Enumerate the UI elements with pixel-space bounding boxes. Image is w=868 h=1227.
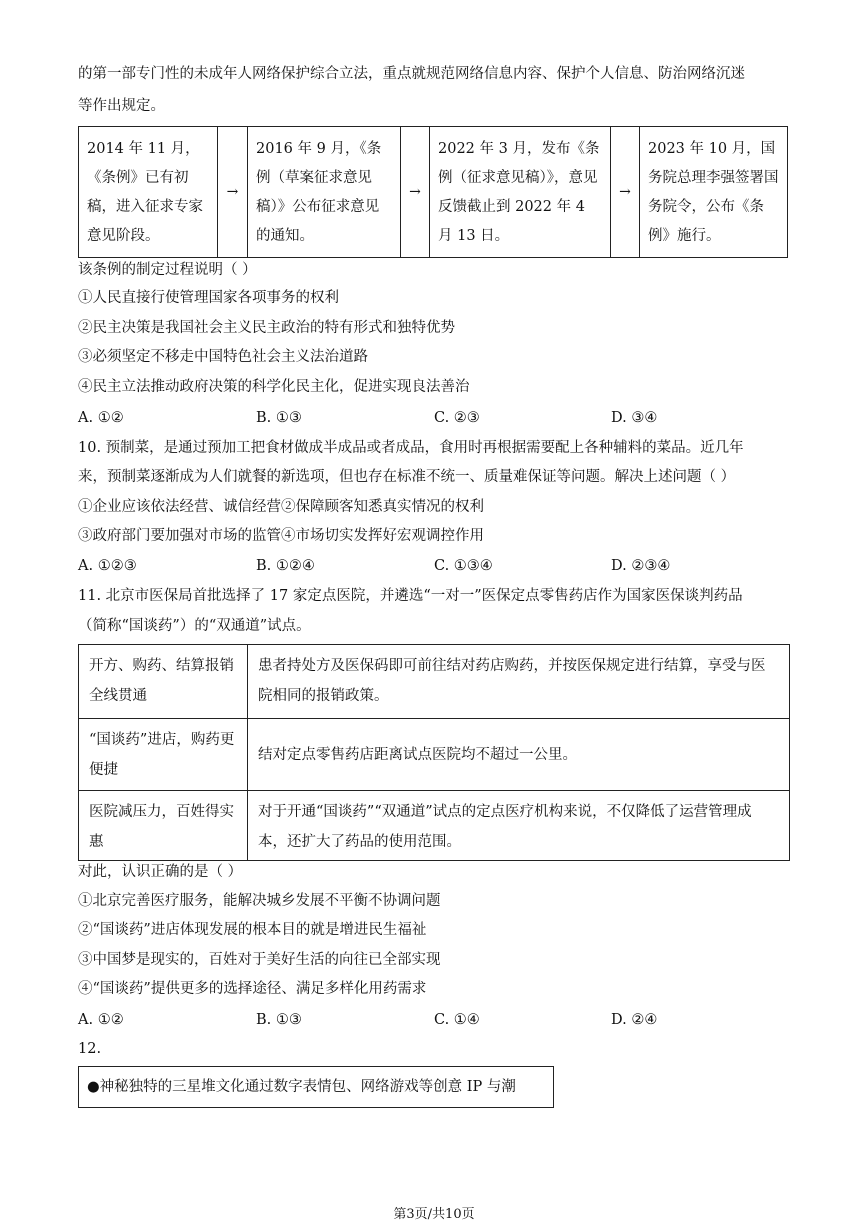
q10-answer-a[interactable]: A. ①②③: [78, 558, 137, 574]
timeline-step-3: 2022 年 3 月，发布《条例（征求意见稿）》，意见反馈截止到 2022 年 4 月 13 日。: [438, 141, 600, 244]
q10-answer-b[interactable]: B. ①②④: [256, 558, 315, 574]
intro-line-1: 的第一部专门性的未成年人网络保护综合立法，重点就规范网络信息内容、保护个人信息、防治网络沉迷: [78, 66, 745, 82]
q11-stem-2: （简称“国谈药”）的“双通道”试点。: [78, 618, 311, 634]
table-row: [79, 718, 789, 790]
q11-answer-d[interactable]: D. ②④: [611, 1012, 658, 1028]
q9-answer-d[interactable]: D. ③④: [611, 410, 658, 426]
table-row: [79, 790, 789, 860]
q10-answer-c[interactable]: C. ①③④: [434, 558, 493, 574]
q11-question: 对此，认识正确的是（ ）: [78, 864, 243, 880]
q10-option-1: ①企业应该依法经营、诚信经营②保障顾客知悉真实情况的权利: [78, 499, 484, 515]
q9-answer-a[interactable]: A. ①②: [78, 410, 124, 426]
table-row-title: “国谈药”进店，购药更便捷: [79, 719, 248, 790]
q9-stem: 该条例的制定过程说明（ ）: [78, 262, 257, 278]
timeline-step-2: 2016 年 9 月，《条例（草案征求意见稿）》公布征求意见的通知。: [256, 141, 382, 244]
table-row-title: 开方、购药、结算报销全线贯通: [79, 645, 248, 718]
q11-answer-c[interactable]: C. ①④: [434, 1012, 480, 1028]
q10-stem-2: 来，预制菜逐渐成为人们就餐的新选项，但也存在标准不统一、质量难保证等问题。解决上述问题（ ）: [78, 469, 736, 485]
arrow-right-icon: →: [217, 127, 248, 257]
q9-option-2: ②民主决策是我国社会主义民主政治的特有形式和独特优势: [78, 320, 455, 336]
legislation-timeline: [78, 126, 788, 258]
q10-answer-row: [78, 556, 778, 576]
q9-option-4: ④民主立法推动政府决策的科学化民主化，促进实现良法善治: [78, 379, 470, 395]
table-row-detail: 结对定点零售药店距离试点医院均不超过一公里。: [258, 746, 577, 763]
q10-option-2: ③政府部门要加强对市场的监管④市场切实发挥好宏观调控作用: [78, 528, 484, 544]
table-row: [79, 645, 789, 718]
page-footer: 第3页/共10页: [393, 1207, 475, 1222]
q9-option-1: ①人民直接行使管理国家各项事务的权利: [78, 290, 339, 306]
q11-option-1: ①北京完善医疗服务，能解决城乡发展不平衡不协调问题: [78, 893, 441, 909]
timeline-step-1: 2014 年 11 月，《条例》已有初稿，进入征求专家意见阶段。: [87, 141, 203, 244]
q9-answer-c[interactable]: C. ②③: [434, 410, 480, 426]
q11-option-2: ②“国谈药”进店体现发展的根本目的就是增进民生福祉: [78, 922, 427, 938]
q10-stem-1: 10. 预制菜，是通过预加工把食材做成半成品或者成品，食用时再根据需要配上各种辅料的菜品。近几年: [78, 440, 744, 456]
q12-material-box: ●神秘独特的三星堆文化通过数字表情包、网络游戏等创意 IP 与潮: [78, 1066, 554, 1108]
arrow-right-icon: →: [610, 127, 640, 257]
q11-answer-row: [78, 1010, 778, 1030]
q9-answer-row: [78, 408, 778, 428]
q9-option-3: ③必须坚定不移走中国特色社会主义法治道路: [78, 349, 368, 365]
q11-option-3: ③中国梦是现实的，百姓对于美好生活的向往已全部实现: [78, 952, 441, 968]
q10-answer-d[interactable]: D. ②③④: [611, 558, 671, 574]
arrow-right-icon: →: [400, 127, 430, 257]
table-row-detail: 对于开通“国谈药”“双通道”试点的定点医疗机构来说，不仅降低了运营管理成本，还扩大了药品的使用范围。: [258, 804, 752, 850]
table-row-detail: 患者持处方及医保码即可前往结对药店购药，并按医保规定进行结算，享受与医院相同的报销政策。: [258, 658, 766, 704]
q11-option-4: ④“国谈药”提供更多的选择途径、满足多样化用药需求: [78, 981, 427, 997]
timeline-step-4: 2023 年 10 月，国务院总理李强签署国务院令，公布《条例》施行。: [648, 141, 779, 244]
intro-line-2: 等作出规定。: [78, 98, 165, 114]
q12-number: 12.: [78, 1041, 102, 1057]
q11-answer-b[interactable]: B. ①③: [256, 1012, 302, 1028]
table-row-title: 医院减压力，百姓得实惠: [79, 791, 248, 860]
q11-answer-a[interactable]: A. ①②: [78, 1012, 124, 1028]
dual-channel-table: [78, 644, 790, 861]
q9-answer-b[interactable]: B. ①③: [256, 410, 302, 426]
q11-stem-1: 11. 北京市医保局首批选择了 17 家定点医院，并遴选“一对一”医保定点零售药店作为国家医保谈判药品: [78, 588, 743, 604]
